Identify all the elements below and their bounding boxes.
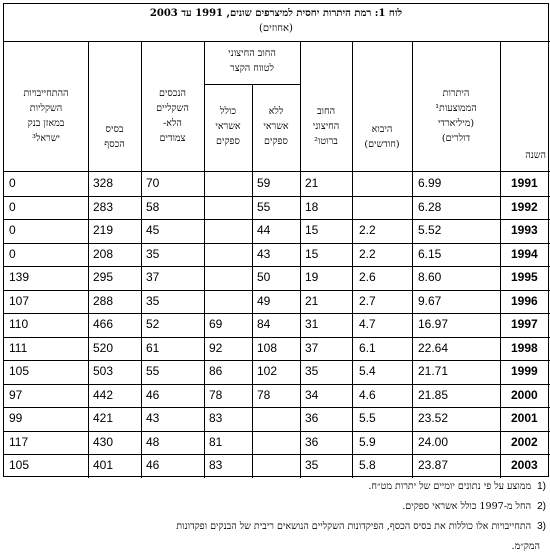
cell-imports: 5.8 xyxy=(359,458,376,472)
footnote-text: המק״מ. xyxy=(511,541,540,552)
cell-imports: 2.2 xyxy=(359,223,376,237)
cell-st-no: 49 xyxy=(257,293,271,308)
cell-st-with: 81 xyxy=(209,434,223,449)
header-gross-debt: החוב החיצוני ברוטו² xyxy=(312,106,340,147)
table-row xyxy=(4,290,550,314)
cell-liab: 139 xyxy=(9,270,30,284)
cell-gross: 35 xyxy=(305,364,319,378)
footnote-number: (1 xyxy=(537,481,546,492)
header-short-term-debt: החוב החיצוני לטווח הקצר xyxy=(228,48,276,74)
cell-gross: 21 xyxy=(305,176,319,190)
cell-imports: 2.6 xyxy=(359,270,376,284)
cell-base: 430 xyxy=(93,434,114,449)
cell-gross: 15 xyxy=(305,223,319,237)
cell-imports: 5.5 xyxy=(359,411,376,425)
cell-st-with: 83 xyxy=(209,458,223,472)
cell-liab: 0 xyxy=(9,176,16,190)
cell-liab: 99 xyxy=(9,411,23,425)
cell-liab: 105 xyxy=(9,364,30,378)
cell-base: 283 xyxy=(93,199,114,214)
cell-year: 2001 xyxy=(511,411,538,425)
table-row xyxy=(4,384,550,408)
cell-base: 466 xyxy=(93,317,114,331)
cell-reserves: 6.15 xyxy=(418,246,442,261)
footnote xyxy=(368,481,546,492)
footnote-text: התחייבויות אלו כוללות את בסיס הכסף, הפיקדונות השקליים הנושאים ריבית של הבנקים ופקדונות xyxy=(176,521,532,532)
cell-imports: 2.7 xyxy=(359,293,376,308)
table-row xyxy=(4,196,550,220)
cell-reserves: 16.97 xyxy=(418,317,449,331)
cell-gross: 15 xyxy=(305,246,319,261)
cell-liab: 105 xyxy=(9,458,30,472)
cell-reserves: 21.85 xyxy=(418,387,449,402)
cell-imports: 6.1 xyxy=(359,340,376,355)
cell-reserves: 6.99 xyxy=(418,176,442,190)
cell-imports: 4.6 xyxy=(359,387,376,402)
cell-assets: 48 xyxy=(146,434,160,449)
cell-liab: 110 xyxy=(9,317,29,331)
cell-liab: 107 xyxy=(9,293,30,308)
header-boi-liabilities: ההתחייבויות השקליות במאזן בנק ישראל³ xyxy=(23,88,69,144)
cell-gross: 19 xyxy=(305,270,319,284)
table-row xyxy=(4,337,550,361)
cell-year: 2002 xyxy=(511,434,538,449)
cell-gross: 36 xyxy=(305,411,319,425)
cell-assets: 61 xyxy=(146,340,160,355)
header-shekel-assets: הנכסים השקליים הלא- צמודים xyxy=(156,88,189,144)
cell-reserves: 6.28 xyxy=(418,199,442,214)
cell-base: 208 xyxy=(93,246,114,261)
header-money-base: בסיס הכסף xyxy=(104,124,125,150)
cell-st-no: 55 xyxy=(257,199,271,214)
footnote-text: החל מ-1997 כולל אשראי ספקים. xyxy=(402,501,532,512)
header-st-with-credit: כולל אשראי ספקים xyxy=(215,106,241,147)
cell-st-no: 43 xyxy=(257,246,271,261)
cell-liab: 0 xyxy=(9,199,16,214)
table-row xyxy=(4,266,550,290)
cell-assets: 35 xyxy=(146,293,160,308)
cell-base: 219 xyxy=(93,223,114,237)
cell-assets: 55 xyxy=(146,364,160,378)
cell-year: 2003 xyxy=(511,458,538,472)
table-title: לוח 1: רמת היתרות יחסית למיצרפים שונים, 1991 עד 2003 xyxy=(149,8,403,19)
cell-reserves: 5.52 xyxy=(418,223,442,237)
cell-st-no: 59 xyxy=(257,176,271,190)
cell-year: 1992 xyxy=(511,199,538,214)
header-year: השנה xyxy=(525,150,546,161)
cell-imports: 5.4 xyxy=(359,364,376,378)
cell-base: 295 xyxy=(93,270,114,284)
cell-assets: 52 xyxy=(146,317,160,331)
footnote xyxy=(512,541,546,552)
cell-base: 328 xyxy=(93,176,114,190)
footnote xyxy=(176,521,546,532)
cell-reserves: 21.71 xyxy=(418,364,449,378)
cell-st-with: 69 xyxy=(209,317,223,331)
footnote-number: (2 xyxy=(537,501,546,512)
cell-assets: 37 xyxy=(146,270,160,284)
cell-st-with: 78 xyxy=(209,387,223,402)
cell-year: 1991 xyxy=(511,176,538,190)
footnote xyxy=(402,501,546,512)
cell-st-no: 78 xyxy=(257,387,271,402)
cell-assets: 35 xyxy=(146,246,160,261)
table-subtitle: (אחוזים) xyxy=(259,23,293,34)
cell-gross: 35 xyxy=(305,458,319,472)
table-row xyxy=(4,219,550,243)
header-st-no-credit: ללא אשראי ספקים xyxy=(263,106,289,147)
cell-base: 520 xyxy=(93,340,114,355)
cell-liab: 0 xyxy=(9,246,16,261)
cell-reserves: 9.67 xyxy=(418,293,442,308)
cell-st-no: 50 xyxy=(257,270,271,284)
cell-reserves: 23.52 xyxy=(418,411,449,425)
cell-liab: 111 xyxy=(9,340,28,355)
table-row xyxy=(4,172,550,196)
cell-assets: 70 xyxy=(146,176,160,190)
cell-assets: 43 xyxy=(146,411,160,425)
cell-reserves: 22.64 xyxy=(418,340,449,355)
cell-year: 1997 xyxy=(511,317,538,331)
cell-reserves: 23.87 xyxy=(418,458,449,472)
cell-gross: 31 xyxy=(305,317,319,331)
cell-st-with: 83 xyxy=(209,411,223,425)
cell-reserves: 8.60 xyxy=(418,270,442,284)
cell-base: 401 xyxy=(93,458,114,472)
cell-gross: 37 xyxy=(305,340,319,355)
cell-base: 421 xyxy=(93,411,114,425)
table-row xyxy=(4,407,550,431)
cell-st-with: 92 xyxy=(209,340,223,355)
cell-st-no: 84 xyxy=(257,317,271,331)
cell-base: 503 xyxy=(93,364,114,378)
cell-year: 1996 xyxy=(511,293,538,308)
reserves-table xyxy=(3,3,549,477)
cell-assets: 46 xyxy=(146,458,160,472)
table-row xyxy=(4,454,550,478)
cell-year: 2000 xyxy=(511,387,538,402)
table-row xyxy=(4,431,550,455)
cell-base: 288 xyxy=(93,293,114,308)
cell-assets: 58 xyxy=(146,199,160,214)
table-row xyxy=(4,243,550,267)
cell-year: 1993 xyxy=(511,223,538,237)
cell-year: 1998 xyxy=(511,340,538,355)
cell-reserves: 24.00 xyxy=(418,434,449,449)
footnote-text: ממוצע על פי נתונים יומיים של יתרות מט״ח. xyxy=(368,481,532,492)
cell-liab: 0 xyxy=(9,223,16,237)
table-row xyxy=(4,360,550,384)
cell-st-no: 44 xyxy=(257,223,271,237)
table-row xyxy=(4,313,550,337)
cell-imports: 4.7 xyxy=(359,317,376,331)
cell-imports: 2.2 xyxy=(359,246,376,261)
header-reserves: היתרות הממוצעות¹ (מיליארדי דולרים) xyxy=(435,88,477,144)
footnote-number: (3 xyxy=(537,521,546,532)
cell-gross: 36 xyxy=(305,434,319,449)
cell-liab: 97 xyxy=(9,387,23,402)
cell-gross: 18 xyxy=(305,199,319,214)
header-imports: היבוא (חודשים) xyxy=(364,124,400,150)
cell-st-no: 102 xyxy=(257,364,278,378)
cell-liab: 117 xyxy=(9,434,29,449)
cell-st-with: 86 xyxy=(209,364,223,378)
cell-year: 1995 xyxy=(511,270,538,284)
cell-year: 1994 xyxy=(511,246,538,261)
cell-assets: 46 xyxy=(146,387,160,402)
cell-assets: 45 xyxy=(146,223,160,237)
cell-imports: 5.9 xyxy=(359,434,376,449)
cell-gross: 34 xyxy=(305,387,319,402)
cell-year: 1999 xyxy=(511,364,538,378)
cell-gross: 21 xyxy=(305,293,319,308)
cell-base: 442 xyxy=(93,387,114,402)
cell-st-no: 108 xyxy=(257,340,278,355)
